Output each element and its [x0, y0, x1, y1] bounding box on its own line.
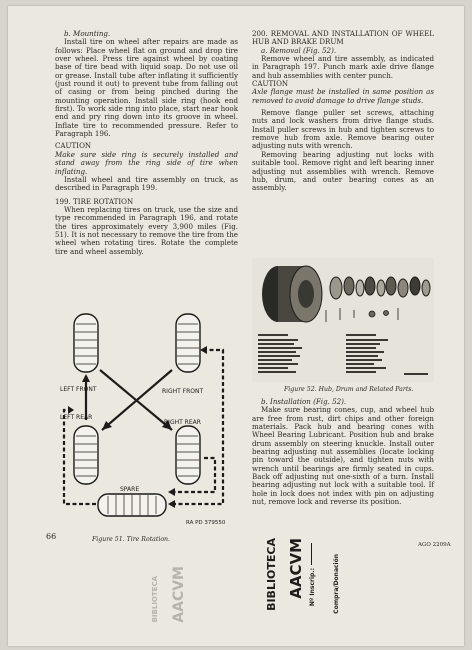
tire-right-front [176, 314, 200, 372]
label-spare: SPARE [120, 486, 140, 493]
tire-rotation-text: When replacing tires on truck, use the size and type recommended in Paragraph 196, and rotate the tires approximately every 3,900 miles (Fig. 51). It is not necessary to remove the tire from the wheel when rotating tires. Rotate the complete tire and wheel assembly. [55, 204, 238, 256]
mounting-heading: b. Mounting. [64, 29, 111, 38]
figure51-caption: Figure 51. Tire Rotation. [92, 536, 171, 543]
section-200-title: 200. REMOVAL AND INSTALLATION OF WHEEL HUB AND BRAKE DRUM [252, 29, 434, 47]
stamp-biblioteca: BIBLIOTECA [265, 538, 278, 611]
tire-left-front [74, 314, 98, 372]
removal-heading: a. Removal (Fig. 52). [261, 45, 337, 55]
figure51-ra-number: RA PD 379550 [186, 520, 226, 526]
bearing-text: Removing bearing adjusting nut locks with suitable tool. Remove right and left bearing inner adjusting nut assemblies with wrench. Remove hub, drum, and outer bearing cones as an assembly. [252, 149, 434, 193]
stamp-inscrip-label: Nº Inscrip.: [309, 568, 316, 607]
puller-text: Remove flange puller set screws, attaching nuts and lock washers from drive flange studs. Install puller screws in hub and tighten screws to remove hub from axle. Remove bearing outer adjusting nuts with wrench. [252, 108, 434, 151]
stamp-aacvm: AACVM [287, 538, 305, 599]
hub-drum-diagram [252, 258, 434, 382]
tire-rotation-diagram [58, 308, 236, 530]
ago-code: AGO 2209A [418, 542, 451, 548]
label-left-rear: LEFT REAR [60, 414, 93, 421]
install-wheel-text: Install wheel and tire assembly on truck, as described in Paragraph 199. [55, 174, 238, 193]
caution-title-left: CAUTION [55, 141, 92, 151]
tire-spare [98, 494, 166, 516]
label-right-rear: RIGHT REAR [164, 419, 201, 426]
installation-section [252, 398, 434, 506]
caution-title-right: CAUTION [252, 79, 289, 89]
tire-left-rear [74, 426, 98, 484]
tire-rotation-figure [58, 308, 236, 530]
mounting-text: Install tire on wheel after repairs are made as follows: Place wheel flat on ground and drop tire over wheel. Press tire against wheel by coating base of tire bead with liquid soap. Do not use oil or grease. Install tube after inflating it sufficiently (just round it out) to prevent tube from falling out of casing or from being pinched during the mounting operation. Install side ring (hook end first). To work side ring into place, start near hook end and pry ring down into its groove in wheel. Inflate tire to recommended pressure. Refer to Paragraph 196. [55, 37, 238, 139]
page-number: 66 [46, 532, 57, 541]
right-column [252, 30, 434, 193]
hub-drum-figure [252, 258, 434, 382]
figure52-caption: Figure 52. Hub, Drum and Related Parts. [284, 386, 414, 393]
brake-drum-illustration [262, 266, 322, 322]
ghost-stamp-biblioteca: BIBLIOTECA [151, 576, 159, 623]
ghost-stamp-aacvm: AACVM [171, 566, 187, 623]
stamp-compra-label: Compra/Donación [333, 554, 340, 614]
removal-text: Remove wheel and tire assembly, as indicated in Paragraph 197. Punch mark axle drive flange and hub assemblies with center punch. [252, 54, 434, 80]
tire-right-rear [176, 426, 200, 484]
manual-page [8, 6, 464, 646]
installation-heading: b. Installation (Fig. 52). [261, 397, 347, 406]
caution-text-right: Axle flange must be installed in same position as removed to avoid damage to drive flange studs. [252, 87, 434, 105]
installation-text: Make sure bearing cones, cup, and wheel hub are free from rust, dirt chips and other foreign materials. Pack hub and bearing cones with Wheel Bearing Lubricant. Position hub and brake drum assembly on steering knuckle. Install outer bearing adjusting nut assemblies (locate locking pin toward the outside), and tighten nuts with wrench until bearings are firmly seated in cups. Back off adjusting nut one-sixth of a turn. Install bearing adjusting nut lock with a suitable tool. If hole in lock does not index with pin on adjusting nut, remove lock and reverse its position. [252, 405, 434, 507]
tire-rotation-title: 199. TIRE ROTATION [55, 196, 134, 206]
stamp-inscrip-line [311, 543, 312, 565]
label-left-front: LEFT FRONT [60, 386, 97, 393]
left-column [55, 30, 238, 256]
label-right-front: RIGHT FRONT [162, 388, 204, 395]
caution-text-left: Make sure side ring is securely installed and stand away from the ring side of tire when inflating. [55, 149, 238, 176]
